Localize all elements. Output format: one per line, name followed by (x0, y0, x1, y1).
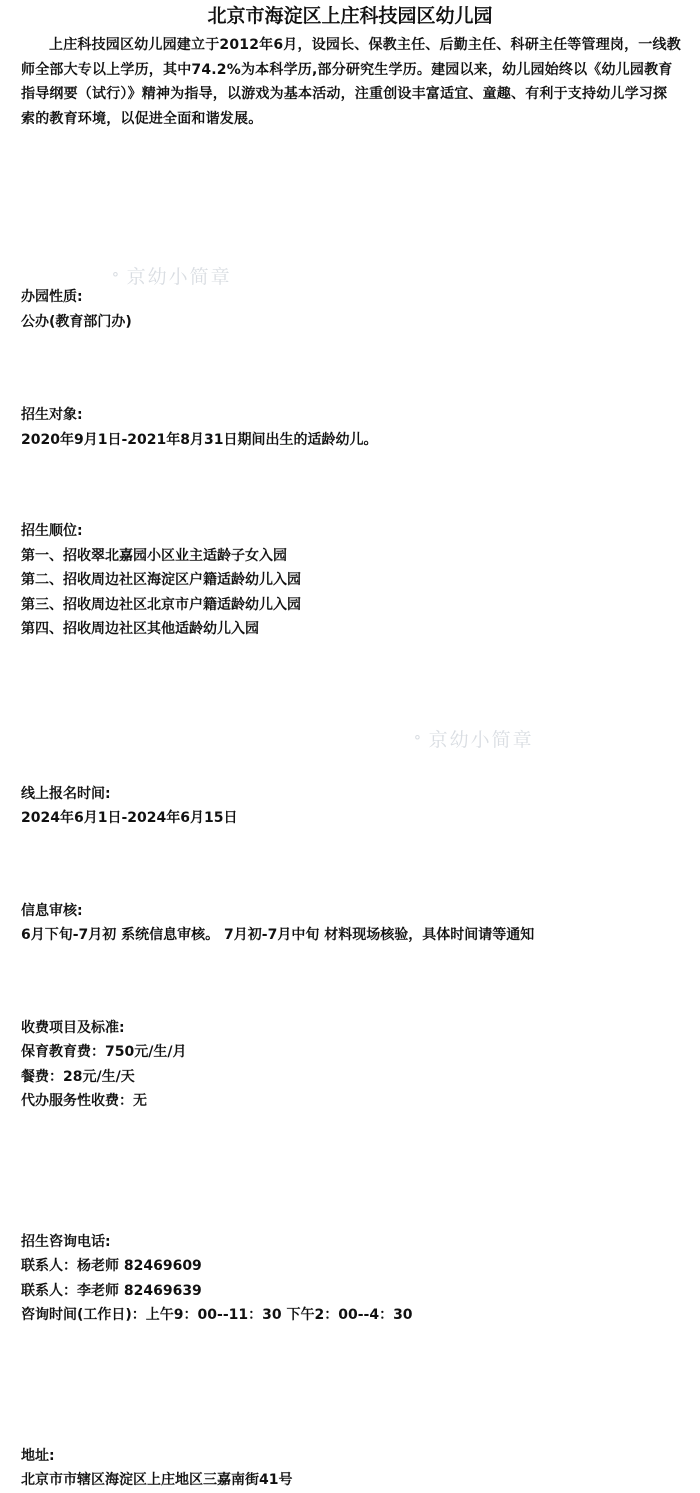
section-line: 2020年9月1日-2021年8月31日期间出生的适龄幼儿。 (21, 431, 378, 448)
wechat-bubble-icon: ᐤ (414, 731, 423, 751)
section-school-type (21, 285, 686, 334)
section-line: 代办服务性收费：无 (21, 1093, 147, 1109)
section-heading: 招生对象: (21, 407, 83, 423)
section-line: 餐费：28元/生/天 (21, 1068, 135, 1085)
page-title: 北京市海淀区上庄科技园区幼儿园 (207, 5, 493, 27)
section-enrollment-target (21, 403, 686, 452)
section-line: 第四、招收周边社区其他适龄幼儿入园 (21, 621, 259, 637)
section-line: 第二、招收周边社区海淀区户籍适龄幼儿入园 (21, 572, 301, 588)
watermark-text: 京幼小简章 (126, 266, 232, 288)
section-line: 联系人：李老师 82469639 (21, 1282, 202, 1299)
section-enrollment-priority (21, 519, 686, 642)
section-heading: 办园性质: (21, 289, 83, 305)
section-line: 北京市市辖区海淀区上庄地区三嘉南街41号 (21, 1472, 293, 1488)
section-line: 公办(教育部门办) (21, 313, 132, 330)
intro-paragraph: 上庄科技园区幼儿园建立于2012年6月，设园长、保教主任、后勤主任、科研主任等管理岗，一线教师全部大专以上学历，其中74.2%为本科学历,部分研究生学历。建园以来，幼儿园始终以《幼儿园教育指导纲要（试行）》精神为指导，以游戏为基本活动，注重创设丰富适宜、童趣、有利于支持幼儿学习探索的教育环境，以促进全面和谐发展。 (21, 37, 681, 127)
section-heading: 线上报名时间: (21, 785, 111, 802)
wechat-bubble-icon: ᐤ (112, 268, 121, 288)
section-info-review (21, 899, 686, 948)
section-online-registration (21, 782, 686, 831)
section-heading: 地址: (21, 1447, 55, 1464)
section-line: 第一、招收翠北嘉园小区业主适龄子女入园 (21, 547, 287, 564)
section-address (21, 1444, 686, 1493)
section-line: 咨询时间(工作日)：上午9：00--11：30 下午2：00--4：30 (21, 1307, 413, 1323)
section-heading: 信息审核: (21, 902, 83, 919)
watermark-text: 京幼小简章 (428, 729, 534, 751)
section-line: 联系人：杨老师 82469609 (21, 1258, 202, 1274)
section-line: 2024年6月1日-2024年6月15日 (21, 810, 238, 826)
section-heading: 招生顺位: (21, 523, 83, 539)
section-heading: 招生咨询电话: (21, 1233, 111, 1250)
section-line: 6月下旬-7月初 系统信息审核。 7月初-7月中旬 材料现场核验，具体时间请等通知 (21, 927, 535, 943)
section-line: 第三、招收周边社区北京市户籍适龄幼儿入园 (21, 596, 301, 613)
section-heading: 收费项目及标准: (21, 1019, 125, 1036)
section-contact (21, 1230, 686, 1328)
watermark (414, 725, 534, 752)
section-line: 保育教育费：750元/生/月 (21, 1044, 187, 1060)
section-fees (21, 1016, 686, 1114)
